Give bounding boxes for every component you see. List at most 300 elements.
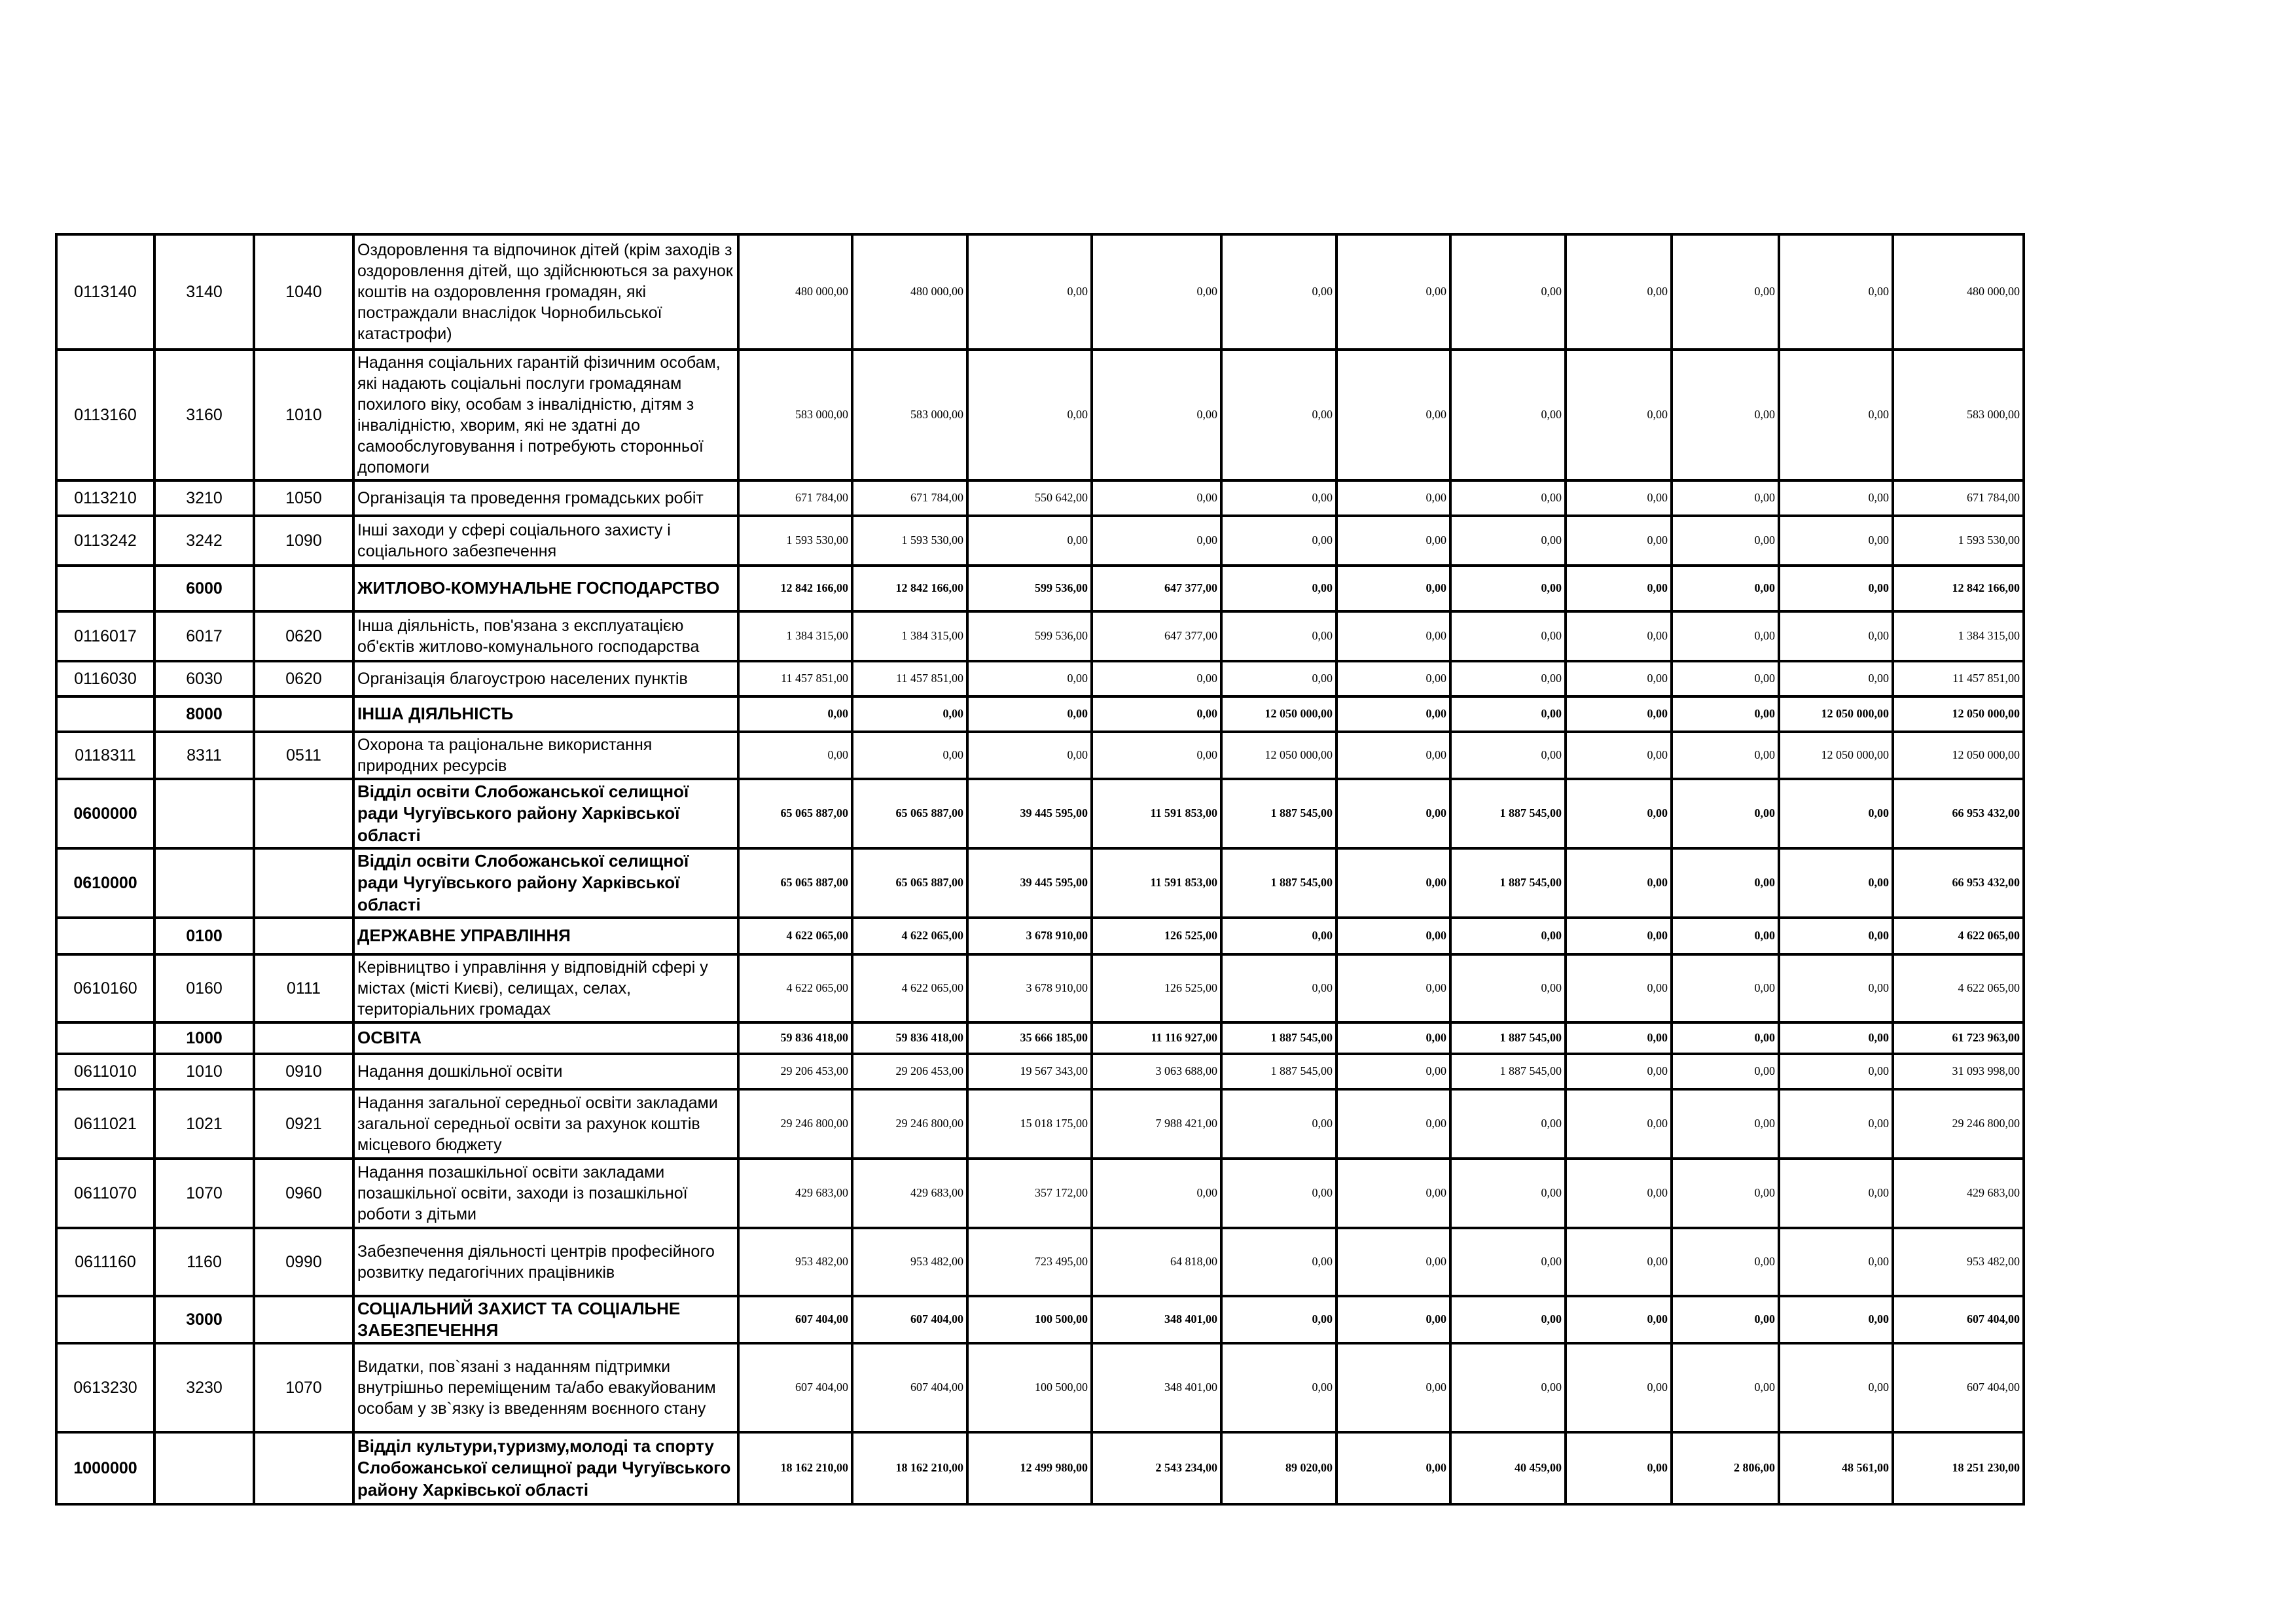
amount-cell: 100 500,00: [967, 1296, 1092, 1343]
classification-code-cell: [254, 1296, 353, 1343]
table-row: [56, 566, 2024, 611]
amount-cell: 40 459,00: [1450, 1432, 1566, 1504]
amount-cell: 0,00: [1566, 954, 1672, 1022]
amount-cell: 0,00: [1779, 1089, 1893, 1159]
classification-code-cell: 1040: [254, 234, 353, 350]
amount-cell: 0,00: [967, 350, 1092, 480]
amount-cell: 2 806,00: [1672, 1432, 1779, 1504]
amount-cell: 0,00: [1566, 1089, 1672, 1159]
amount-cell: 65 065 887,00: [852, 848, 967, 918]
amount-cell: 0,00: [1092, 350, 1221, 480]
program-code-cell: 0611010: [56, 1054, 154, 1089]
amount-cell: 0,00: [1450, 1228, 1566, 1296]
item-name-cell: Організація та проведення громадських робіт: [353, 480, 738, 516]
item-name-cell: Охорона та раціональне використання природних ресурсів: [353, 732, 738, 779]
amount-cell: 0,00: [1221, 566, 1336, 611]
item-name-cell: Відділ освіти Слобожанської селищної ради Чугуївського району Харківської області: [353, 848, 738, 918]
amount-cell: 0,00: [1566, 1432, 1672, 1504]
amount-cell: 0,00: [1092, 516, 1221, 566]
amount-cell: 3 063 688,00: [1092, 1054, 1221, 1089]
table-row: [56, 1022, 2024, 1054]
amount-cell: 12 050 000,00: [1779, 732, 1893, 779]
amount-cell: 647 377,00: [1092, 611, 1221, 661]
amount-cell: 0,00: [1566, 350, 1672, 480]
budget-table: [55, 233, 2025, 1506]
table-row: [56, 480, 2024, 516]
amount-cell: 0,00: [1221, 1296, 1336, 1343]
function-code-cell: 6030: [154, 661, 254, 696]
amount-cell: 0,00: [1672, 954, 1779, 1022]
amount-cell: 0,00: [1779, 1228, 1893, 1296]
amount-cell: 0,00: [1221, 1159, 1336, 1228]
item-name-cell: Інша діяльність, пов'язана з експлуатацією об'єктів житлово-комунального господарства: [353, 611, 738, 661]
amount-cell: 0,00: [967, 516, 1092, 566]
amount-cell: 0,00: [1336, 732, 1450, 779]
amount-cell: 65 065 887,00: [738, 779, 852, 848]
amount-cell: 0,00: [1450, 611, 1566, 661]
amount-cell: 0,00: [1336, 918, 1450, 954]
program-code-cell: [56, 1296, 154, 1343]
program-code-cell: 0611160: [56, 1228, 154, 1296]
item-name-cell: Відділ освіти Слобожанської селищної ради Чугуївського району Харківської області: [353, 779, 738, 848]
amount-cell: 0,00: [1566, 848, 1672, 918]
table-row: [56, 661, 2024, 696]
total-amount-cell: 61 723 963,00: [1893, 1022, 2024, 1054]
amount-cell: 0,00: [1672, 1228, 1779, 1296]
amount-cell: 11 591 853,00: [1092, 848, 1221, 918]
program-code-cell: [56, 696, 154, 732]
total-amount-cell: 1 384 315,00: [1893, 611, 2024, 661]
total-amount-cell: 429 683,00: [1893, 1159, 2024, 1228]
amount-cell: 18 162 210,00: [738, 1432, 852, 1504]
amount-cell: 0,00: [1779, 1022, 1893, 1054]
classification-code-cell: [254, 566, 353, 611]
amount-cell: 607 404,00: [738, 1296, 852, 1343]
amount-cell: 100 500,00: [967, 1343, 1092, 1432]
amount-cell: 12 842 166,00: [852, 566, 967, 611]
amount-cell: 953 482,00: [852, 1228, 967, 1296]
amount-cell: 0,00: [1779, 661, 1893, 696]
total-amount-cell: 583 000,00: [1893, 350, 2024, 480]
amount-cell: 0,00: [1566, 1159, 1672, 1228]
function-code-cell: 1070: [154, 1159, 254, 1228]
table-row: [56, 1296, 2024, 1343]
amount-cell: 0,00: [1672, 1022, 1779, 1054]
amount-cell: 0,00: [1672, 350, 1779, 480]
table-row: [56, 918, 2024, 954]
amount-cell: 429 683,00: [738, 1159, 852, 1228]
amount-cell: 0,00: [1779, 516, 1893, 566]
program-code-cell: 1000000: [56, 1432, 154, 1504]
amount-cell: 4 622 065,00: [852, 954, 967, 1022]
program-code-cell: 0118311: [56, 732, 154, 779]
amount-cell: 0,00: [1221, 234, 1336, 350]
amount-cell: 0,00: [1672, 661, 1779, 696]
amount-cell: 0,00: [1450, 732, 1566, 779]
amount-cell: 0,00: [1672, 480, 1779, 516]
amount-cell: 0,00: [1450, 480, 1566, 516]
amount-cell: 19 567 343,00: [967, 1054, 1092, 1089]
amount-cell: 0,00: [1450, 1296, 1566, 1343]
program-code-cell: 0113210: [56, 480, 154, 516]
amount-cell: 7 988 421,00: [1092, 1089, 1221, 1159]
amount-cell: 0,00: [1672, 779, 1779, 848]
amount-cell: 11 116 927,00: [1092, 1022, 1221, 1054]
table-row: [56, 779, 2024, 848]
amount-cell: 0,00: [1336, 611, 1450, 661]
amount-cell: 0,00: [1566, 661, 1672, 696]
function-code-cell: 6017: [154, 611, 254, 661]
function-code-cell: 8000: [154, 696, 254, 732]
amount-cell: 1 384 315,00: [738, 611, 852, 661]
table-row: [56, 611, 2024, 661]
amount-cell: 0,00: [1336, 566, 1450, 611]
amount-cell: 0,00: [738, 732, 852, 779]
amount-cell: 59 836 418,00: [852, 1022, 967, 1054]
amount-cell: 723 495,00: [967, 1228, 1092, 1296]
amount-cell: 0,00: [1566, 918, 1672, 954]
amount-cell: 1 593 530,00: [852, 516, 967, 566]
table-row: [56, 954, 2024, 1022]
amount-cell: 0,00: [1779, 234, 1893, 350]
item-name-cell: ЖИТЛОВО-КОМУНАЛЬНЕ ГОСПОДАРСТВО: [353, 566, 738, 611]
amount-cell: 0,00: [1092, 732, 1221, 779]
total-amount-cell: 1 593 530,00: [1893, 516, 2024, 566]
amount-cell: 0,00: [1450, 516, 1566, 566]
amount-cell: 1 887 545,00: [1450, 779, 1566, 848]
amount-cell: 0,00: [1336, 1054, 1450, 1089]
table-row: [56, 848, 2024, 918]
total-amount-cell: 66 953 432,00: [1893, 848, 2024, 918]
total-amount-cell: 12 050 000,00: [1893, 696, 2024, 732]
amount-cell: 1 593 530,00: [738, 516, 852, 566]
total-amount-cell: 31 093 998,00: [1893, 1054, 2024, 1089]
total-amount-cell: 12 842 166,00: [1893, 566, 2024, 611]
amount-cell: 126 525,00: [1092, 918, 1221, 954]
amount-cell: 1 887 545,00: [1221, 1054, 1336, 1089]
amount-cell: 0,00: [1779, 350, 1893, 480]
amount-cell: 0,00: [852, 732, 967, 779]
amount-cell: 12 842 166,00: [738, 566, 852, 611]
function-code-cell: 0100: [154, 918, 254, 954]
amount-cell: 0,00: [1779, 611, 1893, 661]
classification-code-cell: 0921: [254, 1089, 353, 1159]
amount-cell: 0,00: [1566, 480, 1672, 516]
amount-cell: 0,00: [1566, 1228, 1672, 1296]
program-code-cell: 0610000: [56, 848, 154, 918]
amount-cell: 0,00: [1566, 1022, 1672, 1054]
function-code-cell: 3000: [154, 1296, 254, 1343]
program-code-cell: 0113140: [56, 234, 154, 350]
classification-code-cell: 1090: [254, 516, 353, 566]
program-code-cell: 0113160: [56, 350, 154, 480]
amount-cell: 0,00: [1672, 234, 1779, 350]
amount-cell: 599 536,00: [967, 611, 1092, 661]
amount-cell: 0,00: [1221, 1228, 1336, 1296]
function-code-cell: 8311: [154, 732, 254, 779]
program-code-cell: 0610160: [56, 954, 154, 1022]
program-code-cell: [56, 1022, 154, 1054]
item-name-cell: Оздоровлення та відпочинок дітей (крім заходів з оздоровлення дітей, що здійснюються за рахунок коштів на оздоровлення громадян, які постраждали внаслідок Чорнобильської катастрофи): [353, 234, 738, 350]
amount-cell: 29 246 800,00: [738, 1089, 852, 1159]
amount-cell: 2 543 234,00: [1092, 1432, 1221, 1504]
amount-cell: 48 561,00: [1779, 1432, 1893, 1504]
amount-cell: 0,00: [967, 696, 1092, 732]
program-code-cell: 0116017: [56, 611, 154, 661]
item-name-cell: Інші заходи у сфері соціального захисту і соціального забезпечення: [353, 516, 738, 566]
amount-cell: 1 887 545,00: [1221, 848, 1336, 918]
classification-code-cell: 0960: [254, 1159, 353, 1228]
amount-cell: 583 000,00: [852, 350, 967, 480]
amount-cell: 647 377,00: [1092, 566, 1221, 611]
amount-cell: 65 065 887,00: [852, 779, 967, 848]
budget-table-body: [56, 234, 2024, 1504]
item-name-cell: Надання позашкільної освіти закладами позашкільної освіти, заходи із позашкільної роботи з дітьми: [353, 1159, 738, 1228]
amount-cell: 607 404,00: [852, 1296, 967, 1343]
amount-cell: 0,00: [1221, 1089, 1336, 1159]
amount-cell: 0,00: [1779, 1343, 1893, 1432]
program-code-cell: 0611021: [56, 1089, 154, 1159]
amount-cell: 0,00: [1336, 1022, 1450, 1054]
amount-cell: 0,00: [1672, 516, 1779, 566]
function-code-cell: 1021: [154, 1089, 254, 1159]
total-amount-cell: 4 622 065,00: [1893, 954, 2024, 1022]
total-amount-cell: 12 050 000,00: [1893, 732, 2024, 779]
function-code-cell: [154, 848, 254, 918]
amount-cell: 0,00: [1221, 516, 1336, 566]
amount-cell: 0,00: [1092, 661, 1221, 696]
amount-cell: 0,00: [1566, 611, 1672, 661]
amount-cell: 0,00: [1566, 234, 1672, 350]
classification-code-cell: [254, 848, 353, 918]
amount-cell: 18 162 210,00: [852, 1432, 967, 1504]
amount-cell: 0,00: [1672, 732, 1779, 779]
amount-cell: 1 887 545,00: [1221, 1022, 1336, 1054]
amount-cell: 0,00: [967, 661, 1092, 696]
item-name-cell: ОСВІТА: [353, 1022, 738, 1054]
amount-cell: 0,00: [1092, 480, 1221, 516]
amount-cell: 4 622 065,00: [738, 954, 852, 1022]
amount-cell: 0,00: [1779, 480, 1893, 516]
amount-cell: 0,00: [1779, 918, 1893, 954]
item-name-cell: Видатки, пов`язані з наданням підтримки внутрішньо переміщеним та/або евакуйованим особам у зв`язку із введенням воєнного стану: [353, 1343, 738, 1432]
amount-cell: 12 050 000,00: [1221, 732, 1336, 779]
amount-cell: 0,00: [1566, 1296, 1672, 1343]
program-code-cell: 0600000: [56, 779, 154, 848]
function-code-cell: 3140: [154, 234, 254, 350]
total-amount-cell: 18 251 230,00: [1893, 1432, 2024, 1504]
amount-cell: 0,00: [1336, 1343, 1450, 1432]
amount-cell: 15 018 175,00: [967, 1089, 1092, 1159]
amount-cell: 39 445 595,00: [967, 779, 1092, 848]
classification-code-cell: [254, 1022, 353, 1054]
classification-code-cell: [254, 918, 353, 954]
amount-cell: 1 384 315,00: [852, 611, 967, 661]
amount-cell: 0,00: [1566, 732, 1672, 779]
amount-cell: 953 482,00: [738, 1228, 852, 1296]
classification-code-cell: 0511: [254, 732, 353, 779]
function-code-cell: 3210: [154, 480, 254, 516]
amount-cell: 0,00: [1221, 350, 1336, 480]
amount-cell: 0,00: [1450, 918, 1566, 954]
amount-cell: 0,00: [1336, 1159, 1450, 1228]
amount-cell: 0,00: [1450, 234, 1566, 350]
total-amount-cell: 66 953 432,00: [1893, 779, 2024, 848]
amount-cell: 0,00: [1336, 661, 1450, 696]
amount-cell: 0,00: [1221, 480, 1336, 516]
amount-cell: 0,00: [1450, 1343, 1566, 1432]
classification-code-cell: 0111: [254, 954, 353, 1022]
amount-cell: 0,00: [1221, 1343, 1336, 1432]
amount-cell: 357 172,00: [967, 1159, 1092, 1228]
amount-cell: 0,00: [1221, 661, 1336, 696]
classification-code-cell: 0620: [254, 661, 353, 696]
amount-cell: 4 622 065,00: [852, 918, 967, 954]
amount-cell: 0,00: [1450, 954, 1566, 1022]
amount-cell: 0,00: [1336, 779, 1450, 848]
amount-cell: 0,00: [1779, 779, 1893, 848]
amount-cell: 11 457 851,00: [738, 661, 852, 696]
classification-code-cell: [254, 696, 353, 732]
amount-cell: 0,00: [738, 696, 852, 732]
function-code-cell: 3242: [154, 516, 254, 566]
program-code-cell: 0113242: [56, 516, 154, 566]
item-name-cell: ІНША ДІЯЛЬНІСТЬ: [353, 696, 738, 732]
amount-cell: 0,00: [1450, 566, 1566, 611]
amount-cell: 0,00: [852, 696, 967, 732]
amount-cell: 0,00: [1566, 1054, 1672, 1089]
amount-cell: 64 818,00: [1092, 1228, 1221, 1296]
amount-cell: 11 591 853,00: [1092, 779, 1221, 848]
amount-cell: 0,00: [1672, 918, 1779, 954]
amount-cell: 0,00: [1450, 1089, 1566, 1159]
amount-cell: 0,00: [1092, 234, 1221, 350]
total-amount-cell: 480 000,00: [1893, 234, 2024, 350]
amount-cell: 59 836 418,00: [738, 1022, 852, 1054]
amount-cell: 29 246 800,00: [852, 1089, 967, 1159]
amount-cell: 12 050 000,00: [1779, 696, 1893, 732]
amount-cell: 35 666 185,00: [967, 1022, 1092, 1054]
amount-cell: 348 401,00: [1092, 1343, 1221, 1432]
item-name-cell: Забезпечення діяльності центрів професійного розвитку педагогічних працівників: [353, 1228, 738, 1296]
function-code-cell: 1000: [154, 1022, 254, 1054]
amount-cell: 0,00: [1566, 696, 1672, 732]
amount-cell: 0,00: [1336, 1089, 1450, 1159]
classification-code-cell: 1070: [254, 1343, 353, 1432]
amount-cell: 0,00: [1336, 350, 1450, 480]
amount-cell: 0,00: [1566, 566, 1672, 611]
amount-cell: 607 404,00: [738, 1343, 852, 1432]
classification-code-cell: [254, 779, 353, 848]
amount-cell: 0,00: [1221, 611, 1336, 661]
amount-cell: 0,00: [1566, 516, 1672, 566]
item-name-cell: Організація благоустрою населених пунктів: [353, 661, 738, 696]
classification-code-cell: 1010: [254, 350, 353, 480]
amount-cell: 0,00: [967, 234, 1092, 350]
amount-cell: 671 784,00: [852, 480, 967, 516]
amount-cell: 12 050 000,00: [1221, 696, 1336, 732]
classification-code-cell: 0620: [254, 611, 353, 661]
amount-cell: 0,00: [1672, 696, 1779, 732]
amount-cell: 480 000,00: [738, 234, 852, 350]
amount-cell: 429 683,00: [852, 1159, 967, 1228]
table-row: [56, 1159, 2024, 1228]
amount-cell: 0,00: [1779, 954, 1893, 1022]
program-code-cell: 0613230: [56, 1343, 154, 1432]
amount-cell: 0,00: [1336, 234, 1450, 350]
table-row: [56, 516, 2024, 566]
amount-cell: 0,00: [1779, 1054, 1893, 1089]
amount-cell: 89 020,00: [1221, 1432, 1336, 1504]
amount-cell: 11 457 851,00: [852, 661, 967, 696]
amount-cell: 0,00: [1779, 566, 1893, 611]
function-code-cell: 0160: [154, 954, 254, 1022]
amount-cell: 480 000,00: [852, 234, 967, 350]
amount-cell: 0,00: [1336, 516, 1450, 566]
amount-cell: 0,00: [1336, 1432, 1450, 1504]
amount-cell: 3 678 910,00: [967, 954, 1092, 1022]
total-amount-cell: 607 404,00: [1893, 1343, 2024, 1432]
function-code-cell: 3160: [154, 350, 254, 480]
total-amount-cell: 671 784,00: [1893, 480, 2024, 516]
total-amount-cell: 953 482,00: [1893, 1228, 2024, 1296]
amount-cell: 65 065 887,00: [738, 848, 852, 918]
amount-cell: 0,00: [1336, 1296, 1450, 1343]
amount-cell: 0,00: [1672, 566, 1779, 611]
amount-cell: 1 887 545,00: [1450, 1022, 1566, 1054]
amount-cell: 0,00: [1336, 696, 1450, 732]
amount-cell: 29 206 453,00: [852, 1054, 967, 1089]
amount-cell: 0,00: [967, 732, 1092, 779]
amount-cell: 550 642,00: [967, 480, 1092, 516]
amount-cell: 0,00: [1672, 1089, 1779, 1159]
amount-cell: 0,00: [1221, 954, 1336, 1022]
amount-cell: 599 536,00: [967, 566, 1092, 611]
amount-cell: 0,00: [1672, 1343, 1779, 1432]
table-row: [56, 1054, 2024, 1089]
amount-cell: 0,00: [1566, 1343, 1672, 1432]
function-code-cell: [154, 779, 254, 848]
amount-cell: 0,00: [1779, 848, 1893, 918]
amount-cell: 0,00: [1336, 848, 1450, 918]
amount-cell: 1 887 545,00: [1450, 1054, 1566, 1089]
amount-cell: 0,00: [1672, 1296, 1779, 1343]
program-code-cell: 0116030: [56, 661, 154, 696]
classification-code-cell: 0910: [254, 1054, 353, 1089]
program-code-cell: 0611070: [56, 1159, 154, 1228]
item-name-cell: СОЦІАЛЬНИЙ ЗАХИСТ ТА СОЦІАЛЬНЕ ЗАБЕЗПЕЧЕННЯ: [353, 1296, 738, 1343]
amount-cell: 0,00: [1092, 696, 1221, 732]
amount-cell: 0,00: [1450, 350, 1566, 480]
function-code-cell: [154, 1432, 254, 1504]
table-row: [56, 234, 2024, 350]
function-code-cell: 6000: [154, 566, 254, 611]
amount-cell: 39 445 595,00: [967, 848, 1092, 918]
classification-code-cell: 0990: [254, 1228, 353, 1296]
amount-cell: 0,00: [1336, 480, 1450, 516]
amount-cell: 1 887 545,00: [1221, 779, 1336, 848]
item-name-cell: ДЕРЖАВНЕ УПРАВЛІННЯ: [353, 918, 738, 954]
amount-cell: 0,00: [1672, 848, 1779, 918]
amount-cell: 0,00: [1221, 918, 1336, 954]
table-row: [56, 1089, 2024, 1159]
item-name-cell: Керівництво і управління у відповідній сфері у містах (місті Києві), селищах, селах, територіальних громадах: [353, 954, 738, 1022]
function-code-cell: 1160: [154, 1228, 254, 1296]
classification-code-cell: [254, 1432, 353, 1504]
amount-cell: 0,00: [1336, 1228, 1450, 1296]
amount-cell: 0,00: [1779, 1159, 1893, 1228]
amount-cell: 0,00: [1450, 696, 1566, 732]
